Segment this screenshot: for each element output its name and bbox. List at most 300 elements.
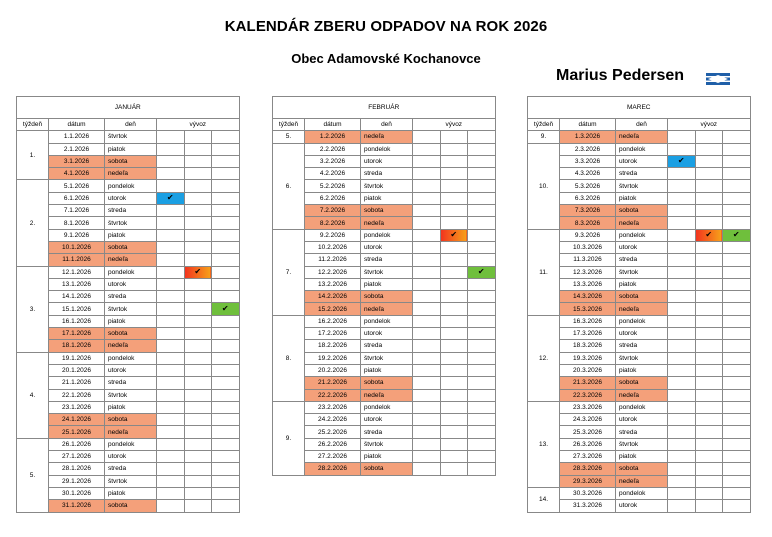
- collection-cell: [184, 438, 212, 450]
- collection-cell: [468, 364, 496, 376]
- collection-cell: [723, 414, 751, 426]
- collection-cell: [695, 328, 723, 340]
- collection-cell: [157, 254, 185, 266]
- weekday-cell: piatok: [616, 451, 668, 463]
- collection-cell: [695, 426, 723, 438]
- weekday-cell: štvrtok: [616, 438, 668, 450]
- collection-cell: [413, 340, 441, 352]
- collection-cell: [157, 217, 185, 229]
- day-row: [528, 401, 751, 413]
- collection-cell: [723, 192, 751, 204]
- date-cell: 27.2.2026: [305, 451, 361, 463]
- day-row: [17, 389, 240, 401]
- collection-cell: [668, 131, 696, 143]
- weekday-cell: sobota: [105, 241, 157, 253]
- checkmark-icon: ✔: [166, 192, 174, 202]
- day-row: [528, 451, 751, 463]
- day-row: [17, 340, 240, 352]
- collection-cell: [184, 131, 212, 143]
- weekday-cell: piatok: [616, 192, 668, 204]
- collection-cell: [184, 352, 212, 364]
- collection-cell: [668, 192, 696, 204]
- date-cell: 10.2.2026: [305, 241, 361, 253]
- column-header-week: týždeň: [17, 119, 49, 131]
- date-cell: 20.3.2026: [560, 364, 616, 376]
- collection-cell: [184, 303, 212, 315]
- collection-cell: [723, 364, 751, 376]
- collection-cell: [468, 291, 496, 303]
- collection-cell: [157, 315, 185, 327]
- collection-cell: [723, 131, 751, 143]
- date-cell: 27.1.2026: [49, 451, 105, 463]
- collection-cell: [157, 155, 185, 167]
- day-row: [528, 205, 751, 217]
- week-number: 9.: [273, 401, 305, 475]
- collection-cell: [413, 229, 441, 241]
- date-cell: 31.1.2026: [49, 500, 105, 512]
- weekday-cell: štvrtok: [616, 180, 668, 192]
- collection-cell: [668, 377, 696, 389]
- day-row: [273, 291, 496, 303]
- collection-cell: [468, 278, 496, 290]
- collection-cell: [440, 241, 468, 253]
- collection-cell: [695, 463, 723, 475]
- date-cell: 7.3.2026: [560, 205, 616, 217]
- weekday-cell: piatok: [105, 143, 157, 155]
- collection-cell: [413, 377, 441, 389]
- weekday-cell: streda: [361, 426, 413, 438]
- day-row: [528, 168, 751, 180]
- day-row: [17, 303, 240, 315]
- day-row: [528, 328, 751, 340]
- day-row: [273, 266, 496, 278]
- collection-cell: [668, 328, 696, 340]
- collection-cell: [157, 500, 185, 512]
- day-row: [17, 180, 240, 192]
- weekday-cell: pondelok: [616, 229, 668, 241]
- weekday-cell: piatok: [105, 487, 157, 499]
- collection-cell: [668, 229, 696, 241]
- collection-cell: [440, 131, 468, 143]
- collection-cell: [695, 180, 723, 192]
- collection-cell: [184, 180, 212, 192]
- weekday-cell: pondelok: [361, 229, 413, 241]
- weekday-cell: pondelok: [105, 266, 157, 278]
- day-row: [528, 389, 751, 401]
- collection-cell: [668, 426, 696, 438]
- collection-cell: [668, 155, 696, 167]
- collection-cell: [668, 241, 696, 253]
- weekday-cell: sobota: [361, 291, 413, 303]
- collection-cell: [695, 205, 723, 217]
- column-header-week: týždeň: [273, 119, 305, 131]
- collection-cell: [440, 328, 468, 340]
- collection-cell: [157, 364, 185, 376]
- weekday-cell: štvrtok: [105, 303, 157, 315]
- week-number: 9.: [528, 131, 560, 143]
- collection-cell: [668, 291, 696, 303]
- checkmark-icon: ✔: [732, 229, 740, 239]
- date-cell: 29.3.2026: [560, 475, 616, 487]
- day-row: [17, 377, 240, 389]
- collection-cell: [212, 426, 240, 438]
- collection-cell: [668, 315, 696, 327]
- collection-cell: [440, 143, 468, 155]
- month-name: JANUÁR: [17, 97, 240, 119]
- collection-cell: [184, 192, 212, 204]
- collection-cell: [157, 328, 185, 340]
- collection-cell: [440, 340, 468, 352]
- date-cell: 15.3.2026: [560, 303, 616, 315]
- day-row: [528, 254, 751, 266]
- date-cell: 30.3.2026: [560, 487, 616, 499]
- date-cell: 18.3.2026: [560, 340, 616, 352]
- collection-cell: [723, 266, 751, 278]
- day-row: [17, 168, 240, 180]
- collection-cell: [695, 278, 723, 290]
- weekday-cell: streda: [105, 463, 157, 475]
- date-cell: 13.2.2026: [305, 278, 361, 290]
- weekday-cell: sobota: [616, 463, 668, 475]
- collection-cell: [212, 254, 240, 266]
- collection-cell: [413, 401, 441, 413]
- collection-cell: [184, 414, 212, 426]
- collection-cell: [413, 180, 441, 192]
- week-number: 1.: [17, 131, 49, 180]
- day-row: [273, 278, 496, 290]
- date-cell: 2.1.2026: [49, 143, 105, 155]
- date-cell: 17.1.2026: [49, 328, 105, 340]
- collection-cell: [723, 438, 751, 450]
- collection-cell: [468, 438, 496, 450]
- date-cell: 3.3.2026: [560, 155, 616, 167]
- collection-cell: [413, 217, 441, 229]
- column-header-date: dátum: [305, 119, 361, 131]
- collection-cell: [440, 401, 468, 413]
- collection-cell: [413, 266, 441, 278]
- collection-cell: [184, 254, 212, 266]
- collection-cell: [413, 426, 441, 438]
- collection-cell: [184, 266, 212, 278]
- date-cell: 6.3.2026: [560, 192, 616, 204]
- collection-cell: [440, 364, 468, 376]
- date-cell: 23.3.2026: [560, 401, 616, 413]
- date-cell: 17.3.2026: [560, 328, 616, 340]
- weekday-cell: nedeľa: [105, 340, 157, 352]
- weekday-cell: pondelok: [361, 315, 413, 327]
- day-row: [528, 475, 751, 487]
- column-header-day: deň: [616, 119, 668, 131]
- collection-cell: [212, 180, 240, 192]
- day-row: [17, 143, 240, 155]
- collection-cell: [440, 438, 468, 450]
- collection-cell: [695, 229, 723, 241]
- collection-cell: [695, 475, 723, 487]
- weekday-cell: utorok: [105, 192, 157, 204]
- collection-cell: [723, 315, 751, 327]
- collection-cell: [723, 487, 751, 499]
- collection-cell: [212, 352, 240, 364]
- collection-cell: [468, 352, 496, 364]
- collection-cell: [695, 352, 723, 364]
- date-cell: 21.1.2026: [49, 377, 105, 389]
- collection-cell: [212, 475, 240, 487]
- collection-cell: [184, 143, 212, 155]
- weekday-cell: sobota: [361, 205, 413, 217]
- column-header-day: deň: [361, 119, 413, 131]
- collection-cell: [668, 254, 696, 266]
- weekday-cell: piatok: [105, 315, 157, 327]
- weekday-cell: streda: [105, 291, 157, 303]
- collection-cell: [468, 168, 496, 180]
- day-row: [273, 463, 496, 475]
- day-row: [17, 426, 240, 438]
- day-row: [273, 426, 496, 438]
- collection-cell: [413, 303, 441, 315]
- day-row: [528, 414, 751, 426]
- collection-cell: [468, 192, 496, 204]
- day-row: [17, 229, 240, 241]
- week-number: 2.: [17, 180, 49, 266]
- collection-cell: [157, 463, 185, 475]
- collection-cell: [723, 291, 751, 303]
- day-row: [17, 500, 240, 512]
- collection-cell: [212, 155, 240, 167]
- collection-cell: [668, 352, 696, 364]
- checkmark-icon: ✔: [677, 156, 685, 166]
- brand-logo-icon: [705, 72, 731, 86]
- day-row: [273, 131, 496, 143]
- weekday-cell: nedeľa: [361, 303, 413, 315]
- day-row: [528, 192, 751, 204]
- collection-cell: [723, 143, 751, 155]
- day-row: [273, 315, 496, 327]
- date-cell: 3.2.2026: [305, 155, 361, 167]
- day-row: [528, 180, 751, 192]
- weekday-cell: piatok: [361, 278, 413, 290]
- collection-cell: [157, 192, 185, 204]
- collection-cell: [440, 303, 468, 315]
- collection-cell: [723, 475, 751, 487]
- collection-cell: [468, 155, 496, 167]
- date-cell: 19.2.2026: [305, 352, 361, 364]
- weekday-cell: streda: [361, 168, 413, 180]
- date-cell: 1.1.2026: [49, 131, 105, 143]
- day-row: [528, 463, 751, 475]
- collection-cell: [413, 205, 441, 217]
- day-row: [273, 241, 496, 253]
- collection-cell: [695, 291, 723, 303]
- weekday-cell: nedeľa: [361, 131, 413, 143]
- weekday-cell: pondelok: [361, 401, 413, 413]
- day-row: [273, 180, 496, 192]
- collection-cell: [440, 451, 468, 463]
- weekday-cell: streda: [105, 205, 157, 217]
- collection-cell: [440, 180, 468, 192]
- day-row: [17, 241, 240, 253]
- date-cell: 10.3.2026: [560, 241, 616, 253]
- collection-cell: [440, 463, 468, 475]
- collection-cell: [212, 487, 240, 499]
- collection-cell: [440, 229, 468, 241]
- weekday-cell: utorok: [361, 414, 413, 426]
- day-row: [17, 315, 240, 327]
- collection-cell: [157, 352, 185, 364]
- collection-cell: [723, 389, 751, 401]
- date-cell: 7.2.2026: [305, 205, 361, 217]
- collection-cell: [468, 254, 496, 266]
- page-title: KALENDÁR ZBERU ODPADOV NA ROK 2026: [224, 18, 548, 35]
- collection-cell: [413, 414, 441, 426]
- collection-cell: [468, 463, 496, 475]
- day-row: [17, 217, 240, 229]
- collection-cell: [440, 254, 468, 266]
- day-row: [528, 340, 751, 352]
- weekday-cell: utorok: [361, 155, 413, 167]
- collection-cell: [184, 155, 212, 167]
- month-name: MAREC: [528, 97, 751, 119]
- weekday-cell: utorok: [616, 328, 668, 340]
- collection-cell: [440, 377, 468, 389]
- weekday-cell: štvrtok: [616, 352, 668, 364]
- month-table-march: [527, 96, 751, 513]
- date-cell: 24.2.2026: [305, 414, 361, 426]
- weekday-cell: sobota: [361, 463, 413, 475]
- collection-cell: [212, 315, 240, 327]
- collection-cell: [695, 364, 723, 376]
- weekday-cell: nedeľa: [616, 475, 668, 487]
- day-row: [273, 401, 496, 413]
- collection-cell: [157, 180, 185, 192]
- day-row: [528, 217, 751, 229]
- collection-cell: [668, 500, 696, 512]
- collection-cell: [695, 155, 723, 167]
- date-cell: 22.1.2026: [49, 389, 105, 401]
- collection-cell: [695, 401, 723, 413]
- checkmark-icon: ✔: [705, 229, 713, 239]
- collection-cell: [440, 278, 468, 290]
- date-cell: 3.1.2026: [49, 155, 105, 167]
- weekday-cell: streda: [361, 340, 413, 352]
- day-row: [17, 475, 240, 487]
- weekday-cell: nedeľa: [616, 389, 668, 401]
- collection-cell: [184, 475, 212, 487]
- date-cell: 28.3.2026: [560, 463, 616, 475]
- date-cell: 2.3.2026: [560, 143, 616, 155]
- collection-cell: [157, 340, 185, 352]
- collection-cell: [723, 426, 751, 438]
- collection-cell: [668, 475, 696, 487]
- day-row: [273, 254, 496, 266]
- month-table-january: [16, 96, 240, 513]
- collection-cell: [157, 266, 185, 278]
- collection-cell: [212, 500, 240, 512]
- date-cell: 26.3.2026: [560, 438, 616, 450]
- day-row: [17, 205, 240, 217]
- column-header-collection: vývoz: [157, 119, 240, 131]
- day-row: [528, 278, 751, 290]
- collection-cell: [723, 401, 751, 413]
- collection-cell: [723, 180, 751, 192]
- date-cell: 8.2.2026: [305, 217, 361, 229]
- date-cell: 2.2.2026: [305, 143, 361, 155]
- day-row: [273, 389, 496, 401]
- collection-cell: [184, 487, 212, 499]
- collection-cell: [184, 426, 212, 438]
- collection-cell: [695, 303, 723, 315]
- collection-cell: [723, 463, 751, 475]
- collection-cell: [723, 451, 751, 463]
- date-cell: 15.1.2026: [49, 303, 105, 315]
- collection-cell: [440, 217, 468, 229]
- day-row: [273, 303, 496, 315]
- collection-cell: [413, 192, 441, 204]
- day-row: [273, 168, 496, 180]
- collection-cell: [184, 241, 212, 253]
- column-header-week: týždeň: [528, 119, 560, 131]
- collection-cell: [413, 352, 441, 364]
- weekday-cell: piatok: [616, 278, 668, 290]
- date-cell: 21.3.2026: [560, 377, 616, 389]
- collection-cell: [468, 217, 496, 229]
- collection-cell: [440, 168, 468, 180]
- weekday-cell: pondelok: [105, 438, 157, 450]
- collection-cell: [723, 377, 751, 389]
- weekday-cell: nedeľa: [616, 217, 668, 229]
- date-cell: 25.1.2026: [49, 426, 105, 438]
- weekday-cell: utorok: [361, 328, 413, 340]
- collection-cell: [440, 291, 468, 303]
- day-row: [528, 352, 751, 364]
- weekday-cell: piatok: [616, 364, 668, 376]
- day-row: [528, 131, 751, 143]
- day-row: [273, 451, 496, 463]
- collection-cell: [157, 168, 185, 180]
- day-row: [273, 438, 496, 450]
- collection-cell: [468, 451, 496, 463]
- date-cell: 4.3.2026: [560, 168, 616, 180]
- weekday-cell: štvrtok: [105, 475, 157, 487]
- collection-cell: [212, 364, 240, 376]
- checkmark-icon: ✔: [477, 266, 485, 276]
- weekday-cell: pondelok: [616, 315, 668, 327]
- date-cell: 30.1.2026: [49, 487, 105, 499]
- collection-cell: [157, 131, 185, 143]
- weekday-cell: piatok: [361, 364, 413, 376]
- date-cell: 5.3.2026: [560, 180, 616, 192]
- collection-cell: [695, 377, 723, 389]
- collection-cell: [723, 303, 751, 315]
- collection-cell: [695, 451, 723, 463]
- date-cell: 11.2.2026: [305, 254, 361, 266]
- collection-cell: [212, 278, 240, 290]
- date-cell: 1.3.2026: [560, 131, 616, 143]
- week-number: 4.: [17, 352, 49, 438]
- collection-cell: [212, 229, 240, 241]
- collection-cell: [157, 278, 185, 290]
- collection-cell: [668, 487, 696, 499]
- checkmark-icon: ✔: [450, 229, 458, 239]
- weekday-cell: utorok: [616, 500, 668, 512]
- collection-cell: [468, 131, 496, 143]
- municipality-name: Obec Adamovské Kochanovce: [291, 51, 481, 66]
- collection-cell: [440, 192, 468, 204]
- collection-cell: [212, 463, 240, 475]
- collection-cell: [723, 168, 751, 180]
- day-row: [17, 487, 240, 499]
- collection-cell: [413, 168, 441, 180]
- weekday-cell: štvrtok: [105, 131, 157, 143]
